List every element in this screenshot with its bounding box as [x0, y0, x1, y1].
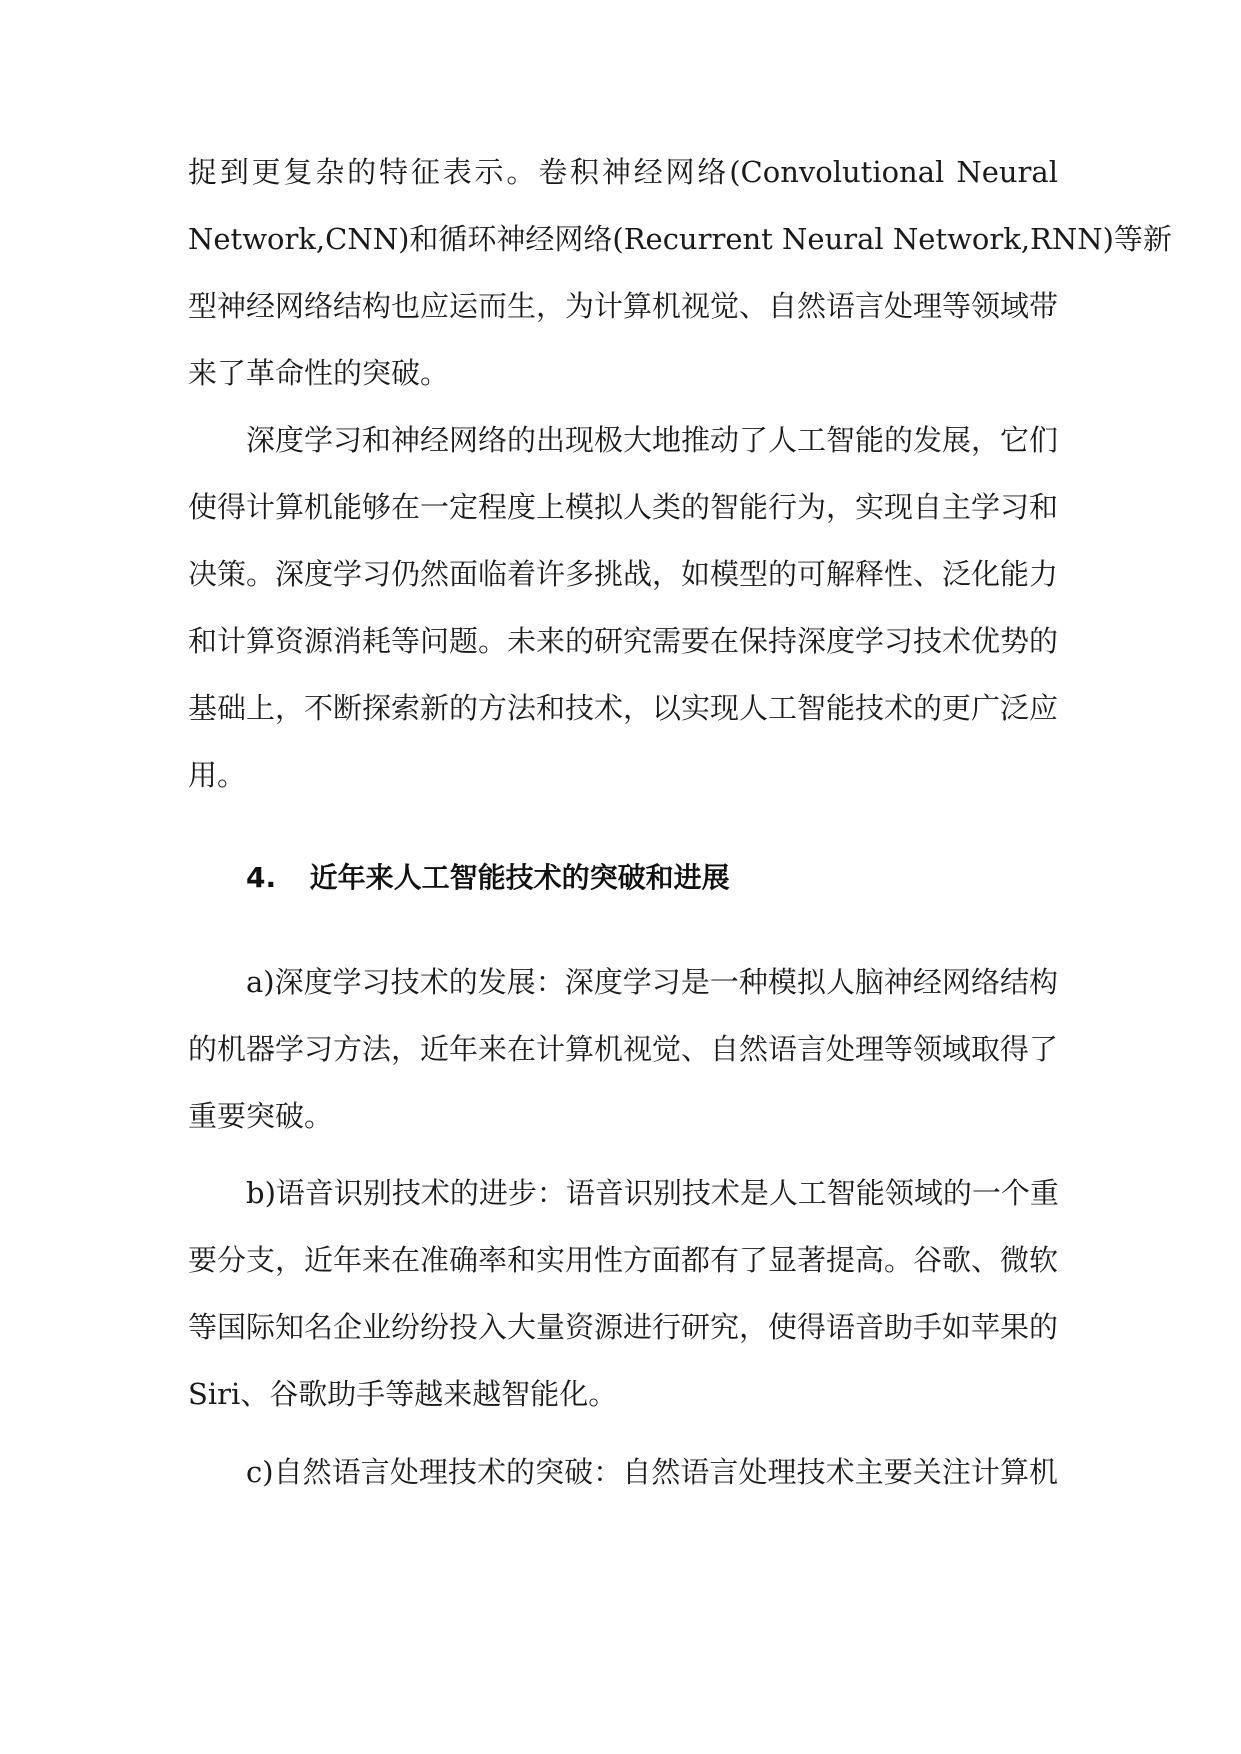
paragraph-1-line-1: 捉到更复杂的特征表示。卷积神经网络(Convolutional Neural: [188, 155, 1058, 189]
paragraph-2-line-1: 深度学习和神经网络的出现极大地推动了人工智能的发展，它们: [246, 423, 1059, 457]
paragraph-2-line-3: 决策。深度学习仍然面临着许多挑战，如模型的可解释性、泛化能力: [188, 557, 1059, 591]
paragraph-1-line-4: 来了革命性的突破。: [188, 356, 450, 390]
item-b-line-4: Siri、谷歌助手等越来越智能化。: [188, 1377, 618, 1411]
paragraph-2-line-5: 基础上，不断探索新的方法和技术，以实现人工智能技术的更广泛应: [188, 691, 1059, 725]
paragraph-2-line-2: 使得计算机能够在一定程度上模拟人类的智能行为，实现自主学习和: [188, 490, 1059, 524]
section-heading-title: 近年来人工智能技术的突破和进展: [309, 861, 730, 894]
paragraph-2-line-4: 和计算资源消耗等问题。未来的研究需要在保持深度学习技术优势的: [188, 624, 1059, 658]
item-a-line-1: a)深度学习技术的发展：深度学习是一种模拟人脑神经网络结构: [246, 965, 1058, 999]
item-b-line-3: 等国际知名企业纷纷投入大量资源进行研究，使得语音助手如苹果的: [188, 1310, 1059, 1344]
section-heading-number: 4.: [246, 861, 277, 894]
item-b-line-2: 要分支，近年来在准确率和实用性方面都有了显著提高。谷歌、微软: [188, 1243, 1059, 1277]
paragraph-2-line-6: 用。: [188, 758, 247, 792]
paragraph-1-line-2: Network,CNN)和循环神经网络(Recurrent Neural Network,RNN)等新: [188, 222, 1172, 256]
item-c-line-1: c)自然语言处理技术的突破：自然语言处理技术主要关注计算机: [246, 1455, 1058, 1489]
item-a-line-2: 的机器学习方法，近年来在计算机视觉、自然语言处理等领域取得了: [188, 1032, 1059, 1066]
item-a-line-3: 重要突破。: [188, 1099, 334, 1133]
paragraph-1-line-3: 型神经网络结构也应运而生，为计算机视觉、自然语言处理等领域带: [188, 289, 1059, 323]
section-heading: [246, 858, 1058, 898]
item-b-line-1: b)语音识别技术的进步：语音识别技术是人工智能领域的一个重: [246, 1176, 1059, 1210]
